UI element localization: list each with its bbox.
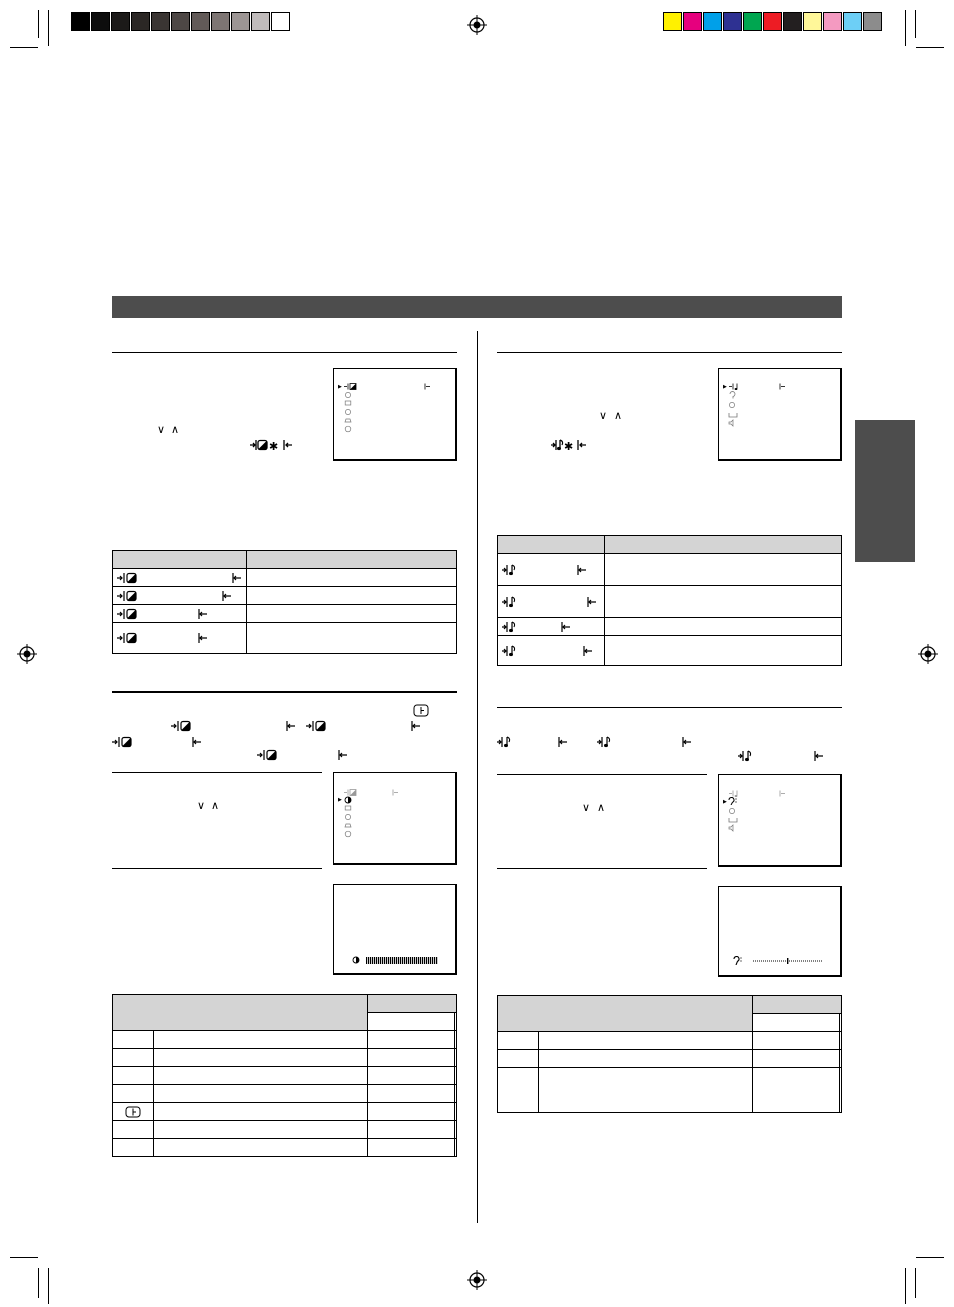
- rule-step-2-right: [497, 868, 707, 869]
- mode-symbol-cell: [498, 618, 605, 636]
- level-dot: [755, 961, 756, 962]
- table-header-cell: [753, 996, 842, 1014]
- level-dot: [753, 961, 754, 962]
- level-tick: [416, 957, 417, 964]
- level-tick: [390, 957, 391, 964]
- level-marker: [787, 958, 788, 964]
- mode-symbol-cell: [113, 569, 247, 587]
- picture-adjust-table: [112, 994, 457, 1157]
- level-dot: [799, 961, 800, 962]
- table-cell: [247, 623, 457, 654]
- mode-symbol-cell: [498, 586, 605, 618]
- level-tick: [380, 957, 381, 964]
- osd-screen-contrast-slider: [333, 884, 457, 975]
- level-dot: [777, 961, 778, 962]
- level-tick: [370, 957, 371, 964]
- calibration-swatch: [191, 12, 210, 31]
- level-dot: [783, 961, 784, 962]
- picture-mode-table: [112, 550, 457, 654]
- level-tick: [420, 957, 421, 964]
- osd-screen-sound-adjust-menu: [718, 774, 842, 867]
- calibration-swatch: [131, 12, 150, 31]
- picture-mode-icon: [344, 789, 358, 796]
- level-tick: [402, 957, 403, 964]
- calibration-swatch: [71, 12, 90, 31]
- level-tick: [398, 957, 399, 964]
- registration-mark-left: [17, 644, 37, 664]
- up-arrow-glyph: ∧: [597, 801, 606, 814]
- menu-pointer-icon: ▶: [723, 384, 727, 390]
- level-tick: [376, 957, 377, 964]
- table-header-cell: [498, 996, 753, 1032]
- level-tick: [388, 957, 389, 964]
- up-arrow-glyph: ∧: [614, 409, 623, 422]
- table-subheader-cell: [455, 1013, 457, 1031]
- timer-key-cell: [113, 1103, 154, 1121]
- level-dot: [761, 961, 762, 962]
- calibration-swatch: [703, 12, 722, 31]
- section-header-band: [112, 296, 842, 318]
- level-dot: [789, 961, 790, 962]
- table-row: [113, 1049, 457, 1067]
- timer-key-icon: [125, 1106, 141, 1118]
- level-dot: [771, 961, 772, 962]
- level-tick: [432, 957, 433, 964]
- table-row: [113, 569, 457, 587]
- svg-text:✱: ✱: [269, 440, 279, 451]
- menu-icons-column: [344, 805, 352, 839]
- table-subheader-cell: [753, 1014, 840, 1032]
- sound-mode-symbol: [551, 438, 589, 456]
- menu-pointer-icon: ▶: [723, 799, 727, 805]
- up-arrow-glyph: ∧: [171, 423, 180, 436]
- level-tick: [434, 957, 435, 964]
- table-row: [113, 623, 457, 654]
- up-arrow-glyph: ∧: [211, 799, 220, 812]
- table-header-cell: [368, 995, 457, 1013]
- bass-level-bar: [753, 958, 825, 964]
- bass-icon: [733, 956, 743, 965]
- level-tick: [404, 957, 405, 964]
- table-row: [498, 1050, 842, 1068]
- table-header-cell: [498, 536, 605, 554]
- osd-screen-picture-menu: [333, 368, 457, 461]
- level-dot: [779, 961, 780, 962]
- table-row: [498, 618, 842, 636]
- table-subheader-cell: [368, 1013, 455, 1031]
- level-dot: [815, 961, 816, 962]
- level-tick: [378, 957, 379, 964]
- calibration-swatch: [783, 12, 802, 31]
- picture-mode-icon: [344, 383, 358, 390]
- chapter-side-tab: [855, 420, 915, 562]
- table-header-cell: [113, 995, 368, 1031]
- level-dot: [811, 961, 812, 962]
- sound-adjust-table: [497, 995, 842, 1113]
- level-tick: [414, 957, 415, 964]
- level-dot: [775, 961, 776, 962]
- level-tick: [384, 957, 385, 964]
- down-arrow-glyph: ∨: [582, 801, 591, 814]
- rule-step-2: [112, 868, 322, 869]
- sound-mode-icon: [729, 383, 741, 390]
- level-dot: [785, 961, 786, 962]
- level-dot: [765, 961, 766, 962]
- level-dot: [773, 961, 774, 962]
- table-header-cell: [113, 551, 247, 569]
- rule-picture-adjust: [112, 691, 457, 693]
- table-row: [113, 605, 457, 623]
- calibration-swatch: [91, 12, 110, 31]
- calibration-swatch: [251, 12, 270, 31]
- table-subheader-cell: [840, 1014, 842, 1032]
- table-row: [113, 1121, 457, 1139]
- table-row: [498, 586, 842, 618]
- level-tick: [374, 957, 375, 964]
- level-dot: [759, 961, 760, 962]
- level-tick: [426, 957, 427, 964]
- level-tick: [396, 957, 397, 964]
- calibration-swatch: [171, 12, 190, 31]
- osd-screen-picture-adjust-menu: [333, 772, 457, 865]
- contrast-icon: [344, 796, 352, 804]
- level-tick: [406, 957, 407, 964]
- level-tick: [410, 957, 411, 964]
- column-divider: [477, 331, 478, 1223]
- bass-icon: [728, 797, 738, 805]
- level-tick: [400, 957, 401, 964]
- level-dot: [795, 961, 796, 962]
- level-dot: [791, 961, 792, 962]
- level-tick: [392, 957, 393, 964]
- level-dot: [793, 961, 794, 962]
- svg-text:✱: ✱: [564, 440, 574, 451]
- level-dot: [819, 961, 820, 962]
- picture-mode-symbol: [250, 438, 296, 456]
- level-dot: [805, 961, 806, 962]
- calibration-swatch: [231, 12, 250, 31]
- level-dot: [757, 961, 758, 962]
- contrast-level-bar: [366, 957, 438, 964]
- level-dot: [801, 961, 802, 962]
- level-dot: [797, 961, 798, 962]
- level-dot: [817, 961, 818, 962]
- level-dot: [769, 961, 770, 962]
- level-tick: [382, 957, 383, 964]
- level-dot: [809, 961, 810, 962]
- level-tick: [394, 957, 395, 964]
- rule-step-1-right: [497, 774, 707, 775]
- rule-sound-mode: [497, 352, 842, 353]
- down-arrow-glyph: ∨: [197, 799, 206, 812]
- table-row: [113, 1103, 457, 1121]
- calibration-swatch: [843, 12, 862, 31]
- level-dot: [813, 961, 814, 962]
- table-row: [113, 587, 457, 605]
- level-tick: [386, 957, 387, 964]
- calibration-swatch: [111, 12, 130, 31]
- calibration-swatch: [271, 12, 290, 31]
- registration-mark-right: [918, 644, 938, 664]
- level-dot: [767, 961, 768, 962]
- calibration-swatch: [723, 12, 742, 31]
- picture-setting-end-icon: [424, 383, 431, 390]
- registration-mark-bottom: [467, 1270, 487, 1290]
- table-cell: [247, 605, 457, 623]
- table-row: [498, 636, 842, 666]
- mode-symbol-cell: [113, 623, 247, 654]
- calibration-swatch: [683, 12, 702, 31]
- level-dot: [803, 961, 804, 962]
- contrast-icon: [352, 956, 360, 964]
- calibration-swatch: [211, 12, 230, 31]
- down-arrow-glyph: ∨: [157, 423, 166, 436]
- osd-screen-bass-slider: [718, 886, 842, 977]
- level-dot: [781, 961, 782, 962]
- table-row: [498, 1068, 842, 1113]
- sound-setting-end-icon: [779, 790, 786, 797]
- table-row: [498, 1032, 842, 1050]
- sound-mode-table: [497, 535, 842, 666]
- menu-pointer-icon: ▶: [338, 384, 342, 390]
- calibration-swatch: [743, 12, 762, 31]
- menu-pointer-icon: ▶: [338, 797, 342, 803]
- menu-icons-column: [344, 391, 352, 435]
- table-row: [113, 1067, 457, 1085]
- level-tick: [408, 957, 409, 964]
- table-row: [113, 1139, 457, 1157]
- level-tick: [424, 957, 425, 964]
- table-row: [498, 554, 842, 586]
- rule-step-1: [112, 772, 322, 773]
- table-row: [113, 1085, 457, 1103]
- sound-mode-icon: [729, 790, 741, 797]
- level-dot: [763, 961, 764, 962]
- mode-symbol-cell: [113, 605, 247, 623]
- mode-symbol-cell: [498, 554, 605, 586]
- level-tick: [412, 957, 413, 964]
- calibration-swatch: [663, 12, 682, 31]
- level-tick: [368, 957, 369, 964]
- registration-mark-top: [467, 15, 487, 35]
- picture-setting-end-icon: [392, 789, 399, 796]
- sound-menu-icons-column: [728, 807, 738, 833]
- calibration-swatch: [151, 12, 170, 31]
- sound-setting-end-icon: [779, 383, 786, 390]
- table-cell: [247, 587, 457, 605]
- level-dot: [807, 961, 808, 962]
- rule-sound-adjust: [497, 707, 842, 708]
- calibration-swatch: [823, 12, 842, 31]
- sound-menu-icons-column: [728, 391, 738, 429]
- calibration-swatch: [763, 12, 782, 31]
- level-tick: [418, 957, 419, 964]
- level-tick: [422, 957, 423, 964]
- table-header-cell: [605, 536, 842, 554]
- level-tick: [372, 957, 373, 964]
- osd-screen-sound-menu: [718, 368, 842, 461]
- table-cell: [247, 569, 457, 587]
- table-header-cell: [247, 551, 457, 569]
- calibration-swatch: [863, 12, 882, 31]
- mode-symbol-cell: [498, 636, 605, 666]
- rule-picture-mode: [112, 352, 457, 353]
- table-row: [113, 1031, 457, 1049]
- level-tick: [430, 957, 431, 964]
- level-tick: [436, 957, 437, 964]
- level-tick: [428, 957, 429, 964]
- mode-symbol-cell: [113, 587, 247, 605]
- calibration-swatch: [803, 12, 822, 31]
- level-tick: [366, 957, 367, 964]
- level-dot: [821, 961, 822, 962]
- timer-key-icon: [413, 704, 429, 717]
- down-arrow-glyph: ∨: [599, 409, 608, 422]
